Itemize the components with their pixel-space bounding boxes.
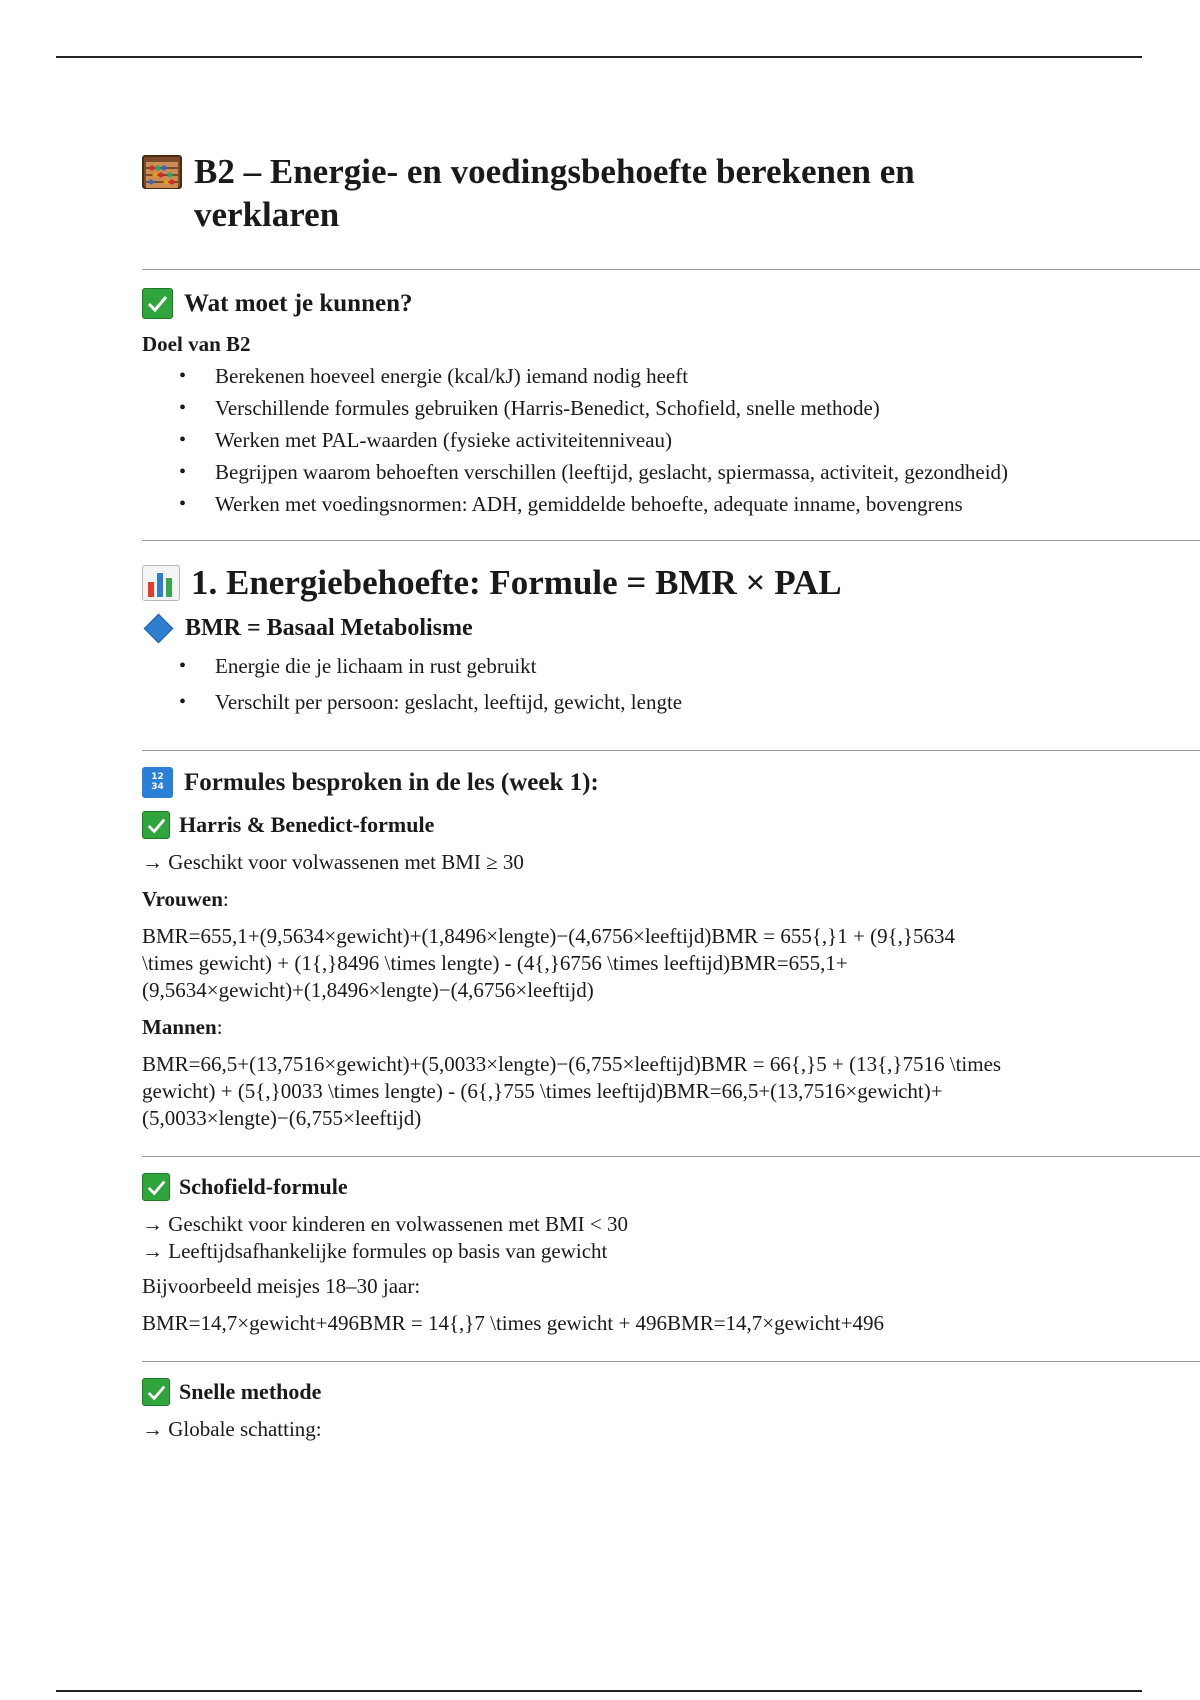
check-mark-icon bbox=[142, 811, 170, 839]
blue-diamond-icon bbox=[144, 613, 174, 643]
input-numbers-icon: 12 34 bbox=[142, 767, 173, 798]
snelle-heading bbox=[142, 1378, 1200, 1406]
schofield-note-2: → Leeftijdsafhankelijke formules op basis van gewicht bbox=[142, 1239, 608, 1263]
bar-chart-icon bbox=[142, 565, 180, 601]
divider bbox=[142, 1156, 1200, 1157]
divider bbox=[142, 540, 1200, 541]
list-item: • Energie die je lichaam in rust gebruikt bbox=[215, 653, 1200, 680]
colon: : bbox=[216, 1015, 223, 1039]
mannen-label-line bbox=[142, 1014, 1200, 1041]
formules-heading bbox=[142, 767, 1200, 798]
schofield-note-1: → Geschikt voor kinderen en volwassenen met BMI < 30 bbox=[142, 1212, 628, 1236]
section-heading-wat-text: Wat moet je kunnen? bbox=[184, 289, 413, 317]
bmr-heading bbox=[142, 613, 1200, 643]
page-title bbox=[142, 150, 1022, 236]
mannen-formula: BMR=66,5+(13,7516×gewicht)+(5,0033×lengte)−(6,755×leeftijd)BMR = 66{,}5 + (13{,}7516 \times gewicht) + (5{,}0033 \times lengte) - (6{,}755 \times leeftijd)BMR=66,5+(13,7516×gewicht)+(5,0033×lengte)−(6,755×leeftijd) bbox=[142, 1052, 1002, 1130]
snelle-heading-text: Snelle methode bbox=[179, 1379, 322, 1404]
vrouwen-label-line bbox=[142, 886, 1200, 913]
list-item: • Werken met PAL-waarden (fysieke activiteitenniveau) bbox=[215, 427, 1200, 454]
list-item: • Berekenen hoeveel energie (kcal/kJ) iemand nodig heeft bbox=[215, 363, 1200, 390]
section-heading-1 bbox=[142, 563, 1200, 603]
divider bbox=[142, 269, 1200, 270]
doel-label: Doel van B2 bbox=[142, 332, 251, 356]
harris-heading bbox=[142, 811, 1200, 839]
schofield-formula: BMR=14,7×gewicht+496BMR = 14{,}7 \times gewicht + 496BMR=14,7×gewicht+496 bbox=[142, 1311, 884, 1335]
list-item: • Verschilt per persoon: geslacht, leeftijd, gewicht, lengte bbox=[215, 689, 1200, 716]
schofield-example-label: Bijvoorbeeld meisjes 18–30 jaar: bbox=[142, 1274, 421, 1298]
check-mark-icon bbox=[142, 1173, 170, 1201]
section-heading-1-text: 1. Energiebehoefte: Formule = BMR × PAL bbox=[191, 563, 842, 602]
divider bbox=[142, 1361, 1200, 1362]
list-item: • Verschillende formules gebruiken (Harris-Benedict, Schofield, snelle methode) bbox=[215, 395, 1200, 422]
doel-list bbox=[142, 363, 1200, 518]
harris-note: → Geschikt voor volwassenen met BMI ≥ 30 bbox=[142, 850, 524, 874]
page-bottom-rule bbox=[56, 1690, 1142, 1692]
check-mark-icon bbox=[142, 288, 173, 319]
vrouwen-label: Vrouwen bbox=[142, 887, 223, 911]
bmr-heading-text: BMR = Basaal Metabolisme bbox=[185, 615, 473, 641]
schofield-heading-text: Schofield-formule bbox=[179, 1174, 348, 1199]
section-heading-wat bbox=[142, 288, 1200, 319]
formules-heading-text: Formules besproken in de les (week 1): bbox=[184, 768, 599, 796]
snelle-note: → Globale schatting: bbox=[142, 1417, 322, 1441]
divider bbox=[142, 750, 1200, 751]
list-item: • Werken met voedingsnormen: ADH, gemiddelde behoefte, adequate inname, bovengrens bbox=[215, 491, 995, 518]
bmr-list bbox=[142, 653, 1200, 716]
document-content bbox=[142, 150, 1200, 1443]
list-item: • Begrijpen waarom behoeften verschillen (leeftijd, geslacht, spiermassa, activiteit, gezondheid) bbox=[215, 459, 1015, 486]
abacus-icon bbox=[142, 155, 182, 189]
page-title-text: B2 – Energie- en voedingsbehoefte berekenen en verklaren bbox=[194, 152, 915, 234]
schofield-heading bbox=[142, 1173, 1200, 1201]
colon: : bbox=[222, 887, 229, 911]
mannen-label: Mannen bbox=[142, 1015, 217, 1039]
vrouwen-formula: BMR=655,1+(9,5634×gewicht)+(1,8496×lengte)−(4,6756×leeftijd)BMR = 655{,}1 + (9{,}5634 \times gewicht) + (1{,}8496 \times lengte) - (4{,}6756 \times leeftijd)BMR=655,1+(9,5634×gewicht)+(1,8496×lengte)−(4,6756×leeftijd) bbox=[142, 924, 955, 1002]
harris-heading-text: Harris & Benedict-formule bbox=[179, 812, 435, 837]
page-top-rule bbox=[56, 56, 1142, 58]
check-mark-icon bbox=[142, 1378, 170, 1406]
